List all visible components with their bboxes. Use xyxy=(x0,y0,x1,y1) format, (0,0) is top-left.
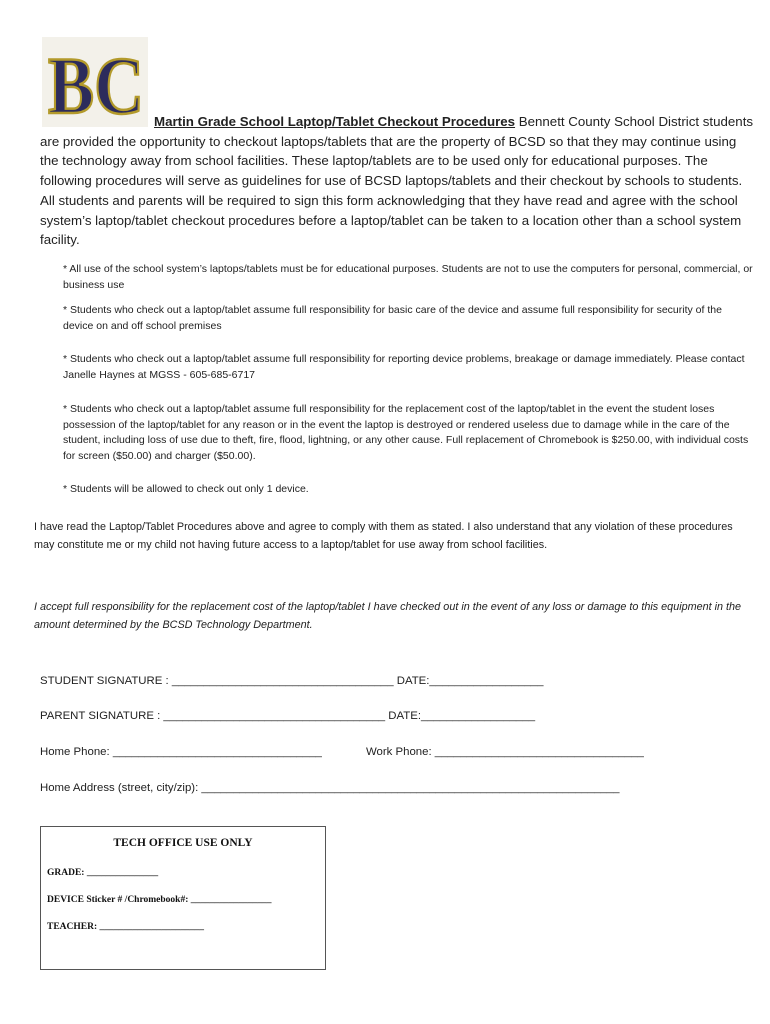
teacher-field[interactable]: TEACHER: ______________________ xyxy=(47,922,205,932)
bullet-one-device: * Students will be allowed to check out only 1 device. xyxy=(63,483,309,495)
grade-field[interactable]: GRADE: _______________ xyxy=(47,868,159,878)
parent-signature-field[interactable]: PARENT SIGNATURE : ___________________________________ DATE:__________________ xyxy=(40,710,536,722)
home-address-field[interactable]: Home Address (street, city/zip): __________________________________________________________________ xyxy=(40,782,620,794)
tech-office-heading: TECH OFFICE USE ONLY xyxy=(113,837,253,849)
work-phone-field[interactable]: Work Phone: _________________________________ xyxy=(366,746,644,758)
acceptance-paragraph: I accept full responsibility for the replacement cost of the laptop/tablet I have checked out in the event of any loss or damage to this equipment in the amount determined by the BCSD Technology Department. xyxy=(34,601,742,632)
document-title: Martin Grade School Laptop/Tablet Checkout Procedures xyxy=(154,114,516,129)
bc-logo-text: BC xyxy=(48,40,144,131)
home-phone-field[interactable]: Home Phone: _________________________________ xyxy=(40,746,322,758)
intro-body: Bennett County School District students are provided the opportunity to checkout laptops/tablets that are the property of BCSD so that they may continue using the technology away from school facilities. These laptop/tablets are to be used only for educational purposes. The following procedures will serve as guidelines for use of BCSD laptops/tablets and their checkout by schools to students. All students and parents will be required to sign this form acknowledging that they have read and agree with the school system’s laptop/tablet checkout procedures before a laptop/tablet can be taken to a location other than a school system facility. xyxy=(40,114,754,248)
bullet-basic-care: * Students who check out a laptop/tablet assume full responsibility for basic care of the device and assume full responsibility for security of the device on and off school premises xyxy=(63,304,722,332)
bullet-educational-use: * All use of the school system’s laptops/tablets must be for educational purposes. Students are not to use the computers for personal, commercial, or business use xyxy=(63,263,753,291)
tech-office-box xyxy=(40,826,326,970)
bullet-reporting: * Students who check out a laptop/tablet assume full responsibility for reporting device problems, breakage or damage immediately. Please contact Janelle Haynes at MGSS - 605-685-6717 xyxy=(63,353,745,381)
bullet-replacement-cost: * Students who check out a laptop/tablet assume full responsibility for the replacement cost of the laptop/tablet in the event the student loses possession of the laptop/tablet for any reason or in the event the laptop is destroyed or rendered useless due to damage while in the care of the student, including loss of use due to theft, fire, flood, lightning, or any other cause. Full replacement of Chromebook is $250.00, with individual costs for screen ($50.00) and charger ($50.00). xyxy=(63,403,749,462)
student-signature-field[interactable]: STUDENT SIGNATURE : ___________________________________ DATE:__________________ xyxy=(40,675,544,687)
device-sticker-field[interactable]: DEVICE Sticker # /Chromebook#: _________________ xyxy=(47,895,272,905)
intro-paragraph xyxy=(40,112,758,250)
agreement-paragraph: I have read the Laptop/Tablet Procedures above and agree to comply with them as stated. I also understand that any violation of these procedures may constitute me or my child not having future access to a laptop/tablet for use away from school facilities. xyxy=(34,521,733,552)
